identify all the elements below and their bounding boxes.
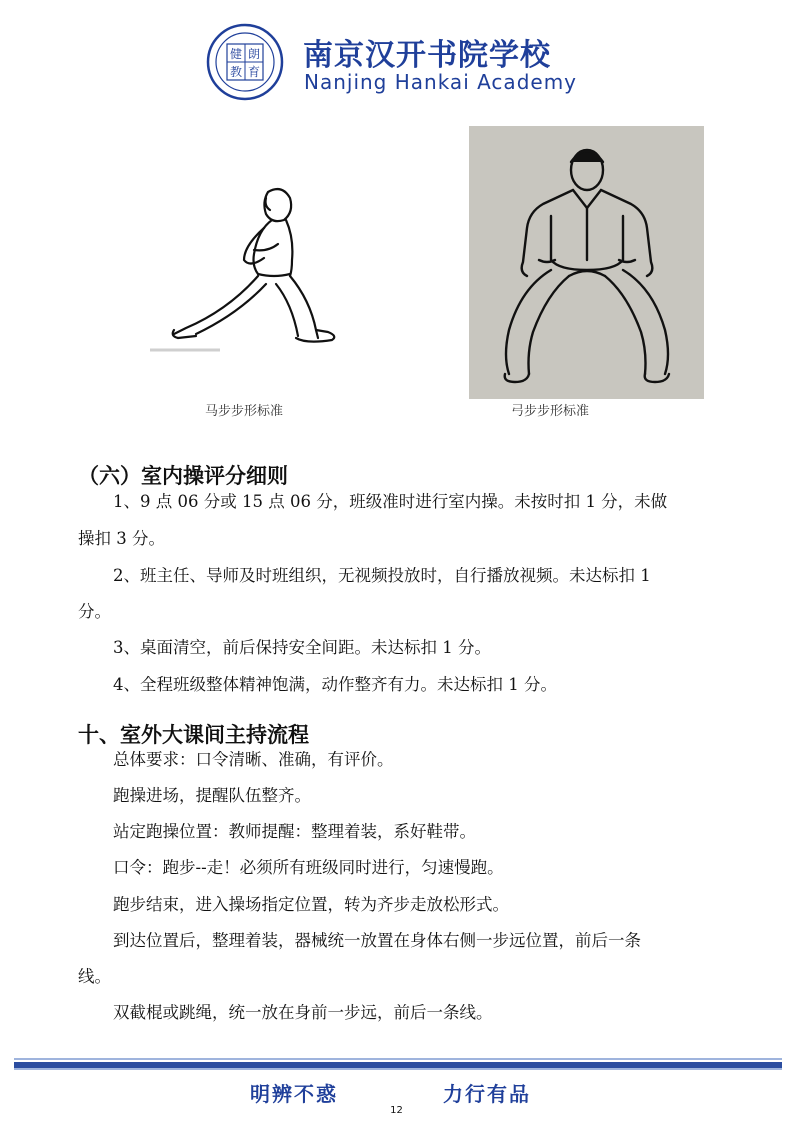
footer-motto-right: 力行有品	[443, 1082, 531, 1106]
page-header	[205, 22, 605, 102]
footer-motto-left: 明辨不惑	[250, 1082, 338, 1106]
svg-text:健: 健	[229, 47, 243, 61]
school-name-english: Nanjing Hankai Academy	[304, 70, 578, 94]
svg-text:朗: 朗	[247, 47, 261, 61]
school-seal-logo	[205, 22, 285, 102]
svg-text:育: 育	[247, 65, 261, 79]
figure-caption-right: 弓步步形标准	[511, 404, 590, 419]
stance-illustration-right	[469, 126, 704, 399]
paragraph-line: 分。	[78, 602, 111, 621]
paragraph-line: 操扣 3 分。	[78, 529, 165, 548]
figure-caption-left: 马步步形标准	[205, 404, 284, 419]
paragraph-line: 口令：跑步--走！必须所有班级同时进行，匀速慢跑。	[113, 858, 504, 877]
paragraph-line: 1、9 点 06 分或 15 点 06 分，班级准时进行室内操。未按时扣 1 分，未做	[113, 492, 668, 511]
paragraph-line: 跑操进场，提醒队伍整齐。	[113, 786, 311, 805]
school-name-chinese: 南京汉开书院学校	[303, 38, 551, 73]
paragraph-line: 4、全程班级整体精神饱满，动作整齐有力。未达标扣 1 分。	[113, 675, 557, 694]
paragraph-line: 跑步结束，进入操场指定位置，转为齐步走放松形式。	[113, 895, 509, 914]
stance-illustration-left	[140, 180, 350, 365]
paragraph-line: 线。	[78, 967, 111, 986]
paragraph-line: 3、桌面清空，前后保持安全间距。未达标扣 1 分。	[113, 638, 491, 657]
paragraph-line: 2、班主任、导师及时班组织，无视频投放时，自行播放视频。未达标扣 1	[113, 566, 651, 585]
paragraph-line: 到达位置后，整理着装，器械统一放置在身体右侧一步远位置，前后一条	[113, 931, 641, 950]
paragraph-line: 总体要求：口令清晰、准确，有评价。	[113, 750, 394, 769]
section-heading-indoor-exercise: （六）室内操评分细则	[78, 463, 288, 488]
footer-divider	[14, 1058, 782, 1070]
svg-text:教: 教	[229, 65, 243, 79]
paragraph-line: 双截棍或跳绳，统一放在身前一步远，前后一条线。	[113, 1003, 493, 1022]
section-heading-outdoor-break: 十、室外大课间主持流程	[78, 722, 309, 747]
paragraph-line: 站定跑操位置：教师提醒：整理着装，系好鞋带。	[113, 822, 476, 841]
page-number: 12	[390, 1105, 403, 1116]
